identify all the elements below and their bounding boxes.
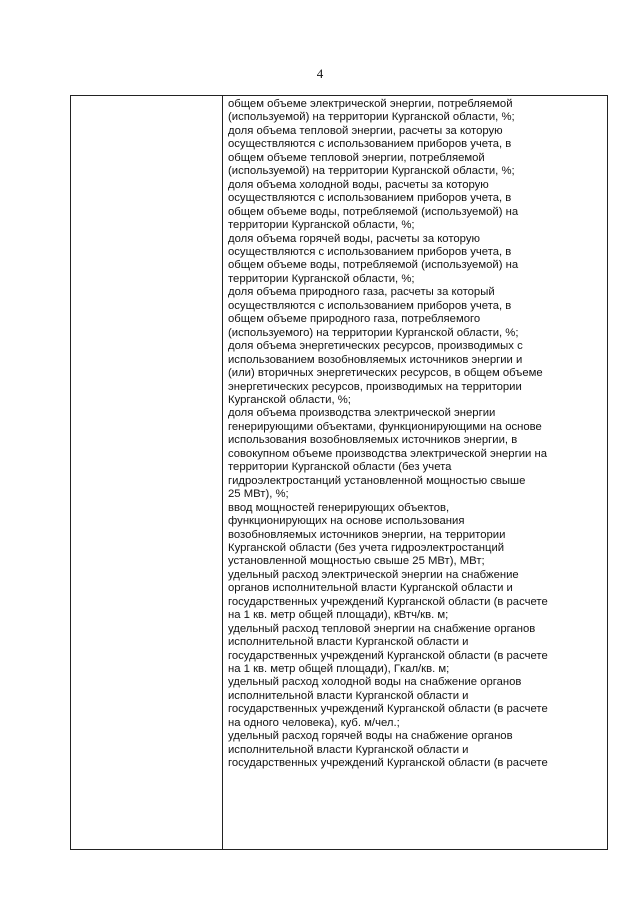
text-line: генерирующими объектами, функционирующими на основе [228,420,542,433]
text-line: Курганской области, %; [228,393,351,406]
text-line: общем объеме тепловой энергии, потребляемой [228,151,485,164]
text-line: государственных учреждений Курганской области (в расчете [228,649,548,662]
table-left-cell [71,96,223,849]
text-line: территории Курганской области (без учета [228,461,452,474]
text-line: осуществляются с использованием приборов учета, в [228,138,512,151]
text-line: (используемой) на территории Курганской области, %; [228,165,515,178]
text-line: (используемого) на территории Курганской области, %; [228,326,519,339]
text-line: использования возобновляемых источников энергии, в [228,434,518,447]
text-line: территории Курганской области, %; [228,272,415,285]
text-line: Курганской области (без учета гидроэлектростанций [228,541,505,554]
table-right-cell [223,96,607,849]
text-line: органов исполнительной власти Курганской области и [228,582,513,595]
text-line: исполнительной власти Курганской области и [228,636,469,649]
page-number: 4 [316,66,324,81]
text-line: общем объеме природного газа, потребляемого [228,313,481,326]
text-line: (используемой) на территории Курганской области, %; [228,111,515,124]
text-line: государственных учреждений Курганской области (в расчете [228,757,548,770]
text-line: доля объема холодной воды, расчеты за которую [228,178,489,191]
text-line: исполнительной власти Курганской области и [228,689,469,702]
text-line: установленной мощностью свыше 25 МВт), МВт; [228,555,485,568]
text-line: (или) вторичных энергетических ресурсов, в общем объеме [228,367,543,380]
text-line: осуществляются с использованием приборов учета, в [228,299,512,312]
text-line: территории Курганской области, %; [228,219,415,232]
text-line: доля объема тепловой энергии, расчеты за которую [228,124,503,137]
text-line: совокупном объеме производства электрической энергии на [228,447,547,460]
text-line: гидроэлектростанций установленной мощностью свыше [228,474,526,487]
text-line: возобновляемых источников энергии, на территории [228,528,506,541]
document-table [70,95,608,850]
text-line: на одного человека), куб. м/чел.; [228,716,400,729]
text-line: удельный расход холодной воды на снабжение органов [228,676,522,689]
text-line: функционирующих на основе использования [228,515,465,528]
text-line: осуществляются с использованием приборов учета, в [228,192,512,205]
text-line: доля объема производства электрической энергии [228,407,496,420]
text-line: использованием возобновляемых источников энергии и [228,353,523,366]
text-line: ввод мощностей генерирующих объектов, [228,501,450,514]
text-line: доля объема горячей воды, расчеты за которую [228,232,480,245]
text-line: общем объеме воды, потребляемой (используемой) на [228,205,519,218]
text-line: государственных учреждений Курганской области (в расчете [228,595,548,608]
text-line: осуществляются с использованием приборов учета, в [228,245,512,258]
text-line: доля объема природного газа, расчеты за который [228,286,495,299]
text-line: удельный расход электрической энергии на снабжение [228,568,519,581]
text-line: доля объема энергетических ресурсов, производимых с [228,340,523,353]
text-line: удельный расход горячей воды на снабжение органов [228,730,513,743]
text-line: энергетических ресурсов, производимых на территории [228,380,522,393]
text-line: на 1 кв. метр общей площади), Гкал/кв. м; [228,663,450,676]
text-line: на 1 кв. метр общей площади), кВтч/кв. м; [228,609,449,622]
text-line: общем объеме воды, потребляемой (используемой) на [228,259,519,272]
text-line: общем объеме электрической энергии, потребляемой [228,98,513,110]
text-line: 25 МВт), %; [228,488,289,501]
text-line: государственных учреждений Курганской области (в расчете [228,703,548,716]
text-line: исполнительной власти Курганской области и [228,743,469,756]
text-line: удельный расход тепловой энергии на снабжение органов [228,622,536,635]
